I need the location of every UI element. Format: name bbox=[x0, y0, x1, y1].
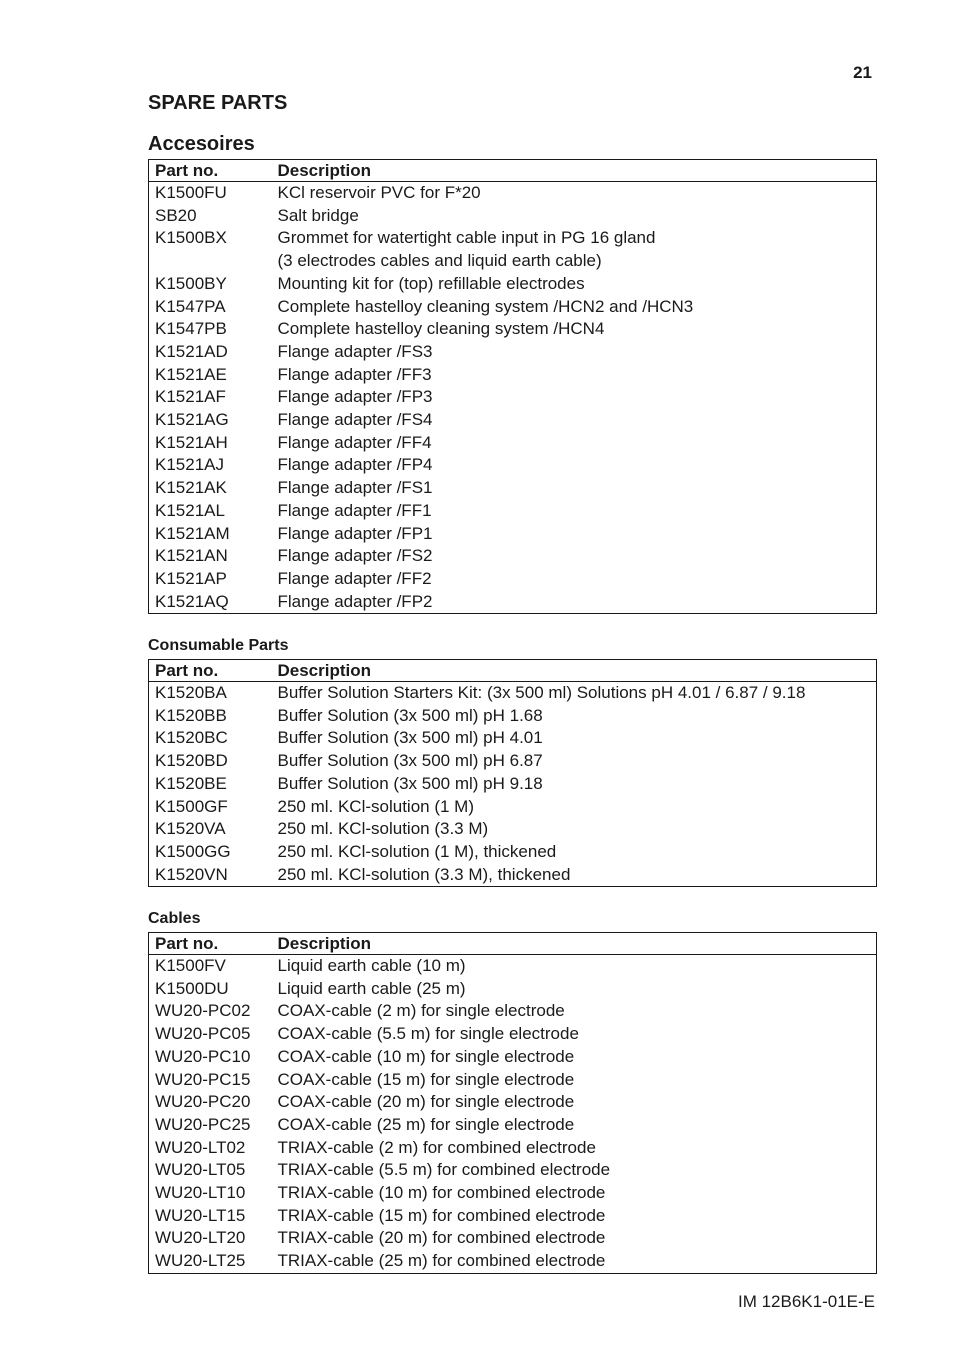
part-number-cell: K1521AP bbox=[155, 568, 227, 588]
table-row bbox=[149, 682, 877, 705]
part-number-cell: WU20-LT02 bbox=[155, 1137, 246, 1157]
consumables-table bbox=[148, 659, 877, 887]
table-row bbox=[149, 705, 877, 728]
description-cell: Salt bridge bbox=[277, 205, 359, 225]
part-number-cell: K1521AD bbox=[155, 341, 228, 361]
description-cell: Flange adapter /FP1 bbox=[277, 523, 433, 543]
description-line: (3 electrodes cables and liquid earth cable) bbox=[277, 251, 602, 271]
table-row bbox=[149, 318, 877, 341]
description-line: Grommet for watertight cable input in PG 16 gland bbox=[277, 228, 656, 248]
description-cell: COAX-cable (15 m) for single electrode bbox=[277, 1069, 575, 1089]
part-number-cell: K1520BE bbox=[155, 773, 227, 793]
part-number-cell: WU20-LT05 bbox=[155, 1160, 246, 1180]
table-row bbox=[149, 1091, 877, 1114]
description-cell: Complete hastelloy cleaning system /HCN4 bbox=[277, 319, 605, 339]
column-header-description: Description bbox=[272, 660, 877, 682]
part-number-cell: K1521AG bbox=[155, 410, 229, 430]
description-cell: Buffer Solution (3x 500 ml) pH 9.18 bbox=[277, 773, 543, 793]
document-code: IM 12B6K1-01E-E bbox=[737, 1292, 875, 1311]
description-cell: COAX-cable (25 m) for single electrode bbox=[277, 1114, 575, 1134]
description-cell: Flange adapter /FF3 bbox=[277, 364, 432, 384]
table-row bbox=[149, 773, 877, 796]
table-row bbox=[149, 1046, 877, 1069]
description-cell: Mounting kit for (top) refillable electrodes bbox=[277, 273, 585, 293]
part-number-cell: K1521AQ bbox=[155, 591, 229, 611]
page-heading: SPARE PARTS bbox=[148, 92, 288, 114]
table-row bbox=[149, 1023, 877, 1046]
table-row bbox=[149, 1159, 877, 1182]
table-row bbox=[149, 1114, 877, 1137]
part-number-cell: SB20 bbox=[155, 205, 197, 225]
part-number-cell: WU20-LT15 bbox=[155, 1205, 246, 1225]
table-row bbox=[149, 591, 877, 614]
table-row bbox=[149, 386, 877, 409]
table-row bbox=[149, 341, 877, 364]
part-number-cell: K1500FV bbox=[155, 956, 226, 975]
description-cell: Buffer Solution Starters Kit: (3x 500 ml) Solutions pH 4.01 / 6.87 / 9.18 bbox=[277, 683, 806, 702]
table-row bbox=[149, 500, 877, 523]
part-number-cell: WU20-LT25 bbox=[155, 1251, 246, 1271]
part-number-cell: WU20-LT10 bbox=[155, 1183, 246, 1203]
description-cell: COAX-cable (2 m) for single electrode bbox=[277, 1001, 565, 1021]
table-row bbox=[149, 750, 877, 773]
description-cell: KCl reservoir PVC for F*20 bbox=[277, 183, 481, 202]
description-cell: TRIAX-cable (2 m) for combined electrode bbox=[277, 1137, 596, 1157]
description-cell: Flange adapter /FF2 bbox=[277, 568, 432, 588]
column-header-description: Description bbox=[272, 160, 877, 182]
table-header-row bbox=[149, 933, 877, 955]
part-number-cell: K1500GG bbox=[155, 841, 231, 861]
description-cell: 250 ml. KCl-solution (1 M) bbox=[277, 796, 475, 816]
table-row bbox=[149, 727, 877, 750]
part-number-cell: WU20-PC02 bbox=[155, 1001, 251, 1021]
table-header-row bbox=[149, 160, 877, 182]
table-row bbox=[149, 818, 877, 841]
table-row bbox=[149, 432, 877, 455]
description-cell: Flange adapter /FS3 bbox=[277, 341, 433, 361]
description-cell: TRIAX-cable (20 m) for combined electrode bbox=[277, 1228, 606, 1248]
description-cell: 250 ml. KCl-solution (3.3 M) bbox=[277, 819, 489, 839]
description-cell: Buffer Solution (3x 500 ml) pH 6.87 bbox=[277, 751, 543, 771]
description-cell: COAX-cable (10 m) for single electrode bbox=[277, 1046, 575, 1066]
part-number-cell: K1547PB bbox=[155, 319, 227, 339]
column-header-description: Description bbox=[272, 933, 877, 955]
description-cell: TRIAX-cable (5.5 m) for combined electrode bbox=[277, 1160, 611, 1180]
description-cell: Flange adapter /FS2 bbox=[277, 546, 433, 566]
description-cell: Flange adapter /FP2 bbox=[277, 591, 433, 611]
table-row bbox=[149, 454, 877, 477]
part-number-cell: K1520VA bbox=[155, 819, 226, 839]
part-number-cell: K1547PA bbox=[155, 296, 226, 316]
description-cell: Buffer Solution (3x 500 ml) pH 1.68 bbox=[277, 705, 543, 725]
description-cell: 250 ml. KCl-solution (1 M), thickened bbox=[277, 841, 557, 861]
column-header-part-no: Part no. bbox=[149, 660, 272, 682]
part-number-cell: K1520BB bbox=[155, 705, 227, 725]
description-cell: 250 ml. KCl-solution (3.3 M), thickened bbox=[277, 864, 571, 884]
part-number-cell: WU20-PC15 bbox=[155, 1069, 251, 1089]
accessories-title: Accesoires bbox=[148, 133, 255, 155]
table-row bbox=[149, 796, 877, 819]
part-number-cell: K1500GF bbox=[155, 796, 228, 816]
description-cell: Flange adapter /FS4 bbox=[277, 410, 433, 430]
table-row bbox=[149, 864, 877, 887]
description-cell: Liquid earth cable (25 m) bbox=[277, 978, 466, 998]
table-row bbox=[149, 296, 877, 319]
part-number-cell: K1500BX bbox=[155, 228, 227, 248]
table-row bbox=[149, 1182, 877, 1205]
column-header-part-no: Part no. bbox=[149, 933, 272, 955]
part-number-cell: K1500BY bbox=[155, 273, 227, 293]
part-number-cell: K1521AM bbox=[155, 523, 230, 543]
table-row bbox=[149, 1137, 877, 1160]
part-number-cell: K1521AJ bbox=[155, 455, 224, 475]
description-cell: Liquid earth cable (10 m) bbox=[277, 956, 466, 975]
description-cell: TRIAX-cable (10 m) for combined electrode bbox=[277, 1183, 606, 1203]
table-row bbox=[149, 409, 877, 432]
table-row bbox=[149, 477, 877, 500]
part-number-cell: K1521AF bbox=[155, 387, 226, 407]
part-number-cell: K1521AH bbox=[155, 432, 228, 452]
part-number-cell: K1520BC bbox=[155, 728, 228, 748]
page-number: 21 bbox=[853, 63, 872, 82]
table-row bbox=[149, 205, 877, 228]
part-number-cell: WU20-PC25 bbox=[155, 1114, 251, 1134]
part-number-cell: K1521AK bbox=[155, 478, 227, 498]
table-row bbox=[149, 273, 877, 296]
cables-title: Cables bbox=[148, 910, 201, 927]
description-cell: Complete hastelloy cleaning system /HCN2 and /HCN3 bbox=[277, 296, 694, 316]
part-number-cell: K1520VN bbox=[155, 864, 228, 884]
table-row bbox=[149, 364, 877, 387]
description-cell: TRIAX-cable (25 m) for combined electrode bbox=[277, 1251, 606, 1271]
consumables-title: Consumable Parts bbox=[148, 637, 289, 654]
description-cell: Buffer Solution (3x 500 ml) pH 4.01 bbox=[277, 728, 543, 748]
part-number-cell: K1521AN bbox=[155, 546, 228, 566]
part-number-cell: K1520BA bbox=[155, 683, 227, 702]
part-number-cell: K1500DU bbox=[155, 978, 229, 998]
description-cell: Flange adapter /FP4 bbox=[277, 455, 433, 475]
description-cell: COAX-cable (20 m) for single electrode bbox=[277, 1092, 575, 1112]
part-number-cell: K1521AE bbox=[155, 364, 227, 384]
table-row bbox=[149, 955, 877, 978]
table-row bbox=[149, 1205, 877, 1228]
accessories-table bbox=[148, 159, 877, 614]
table-row bbox=[149, 568, 877, 591]
part-number-cell: WU20-PC20 bbox=[155, 1092, 251, 1112]
table-row bbox=[149, 227, 877, 272]
part-number-cell: K1520BD bbox=[155, 751, 228, 771]
description-cell bbox=[272, 227, 877, 272]
part-number-cell: K1521AL bbox=[155, 500, 225, 520]
table-row bbox=[149, 523, 877, 546]
part-number-cell: WU20-PC10 bbox=[155, 1046, 251, 1066]
table-row bbox=[149, 1227, 877, 1250]
part-number-cell: WU20-PC05 bbox=[155, 1024, 251, 1044]
cables-table bbox=[148, 932, 877, 1274]
table-row bbox=[149, 978, 877, 1001]
part-number-cell: WU20-LT20 bbox=[155, 1228, 246, 1248]
table-row bbox=[149, 1069, 877, 1092]
table-row bbox=[149, 1250, 877, 1273]
table-row bbox=[149, 545, 877, 568]
part-number-cell: K1500FU bbox=[155, 183, 227, 202]
table-row bbox=[149, 841, 877, 864]
description-cell: Flange adapter /FP3 bbox=[277, 387, 433, 407]
table-row bbox=[149, 182, 877, 205]
description-cell: COAX-cable (5.5 m) for single electrode bbox=[277, 1024, 579, 1044]
description-cell: Flange adapter /FS1 bbox=[277, 478, 433, 498]
description-cell: Flange adapter /FF1 bbox=[277, 500, 432, 520]
column-header-part-no: Part no. bbox=[149, 160, 272, 182]
table-header-row bbox=[149, 660, 877, 682]
description-cell: Flange adapter /FF4 bbox=[277, 432, 432, 452]
description-cell: TRIAX-cable (15 m) for combined electrode bbox=[277, 1205, 606, 1225]
table-row bbox=[149, 1000, 877, 1023]
